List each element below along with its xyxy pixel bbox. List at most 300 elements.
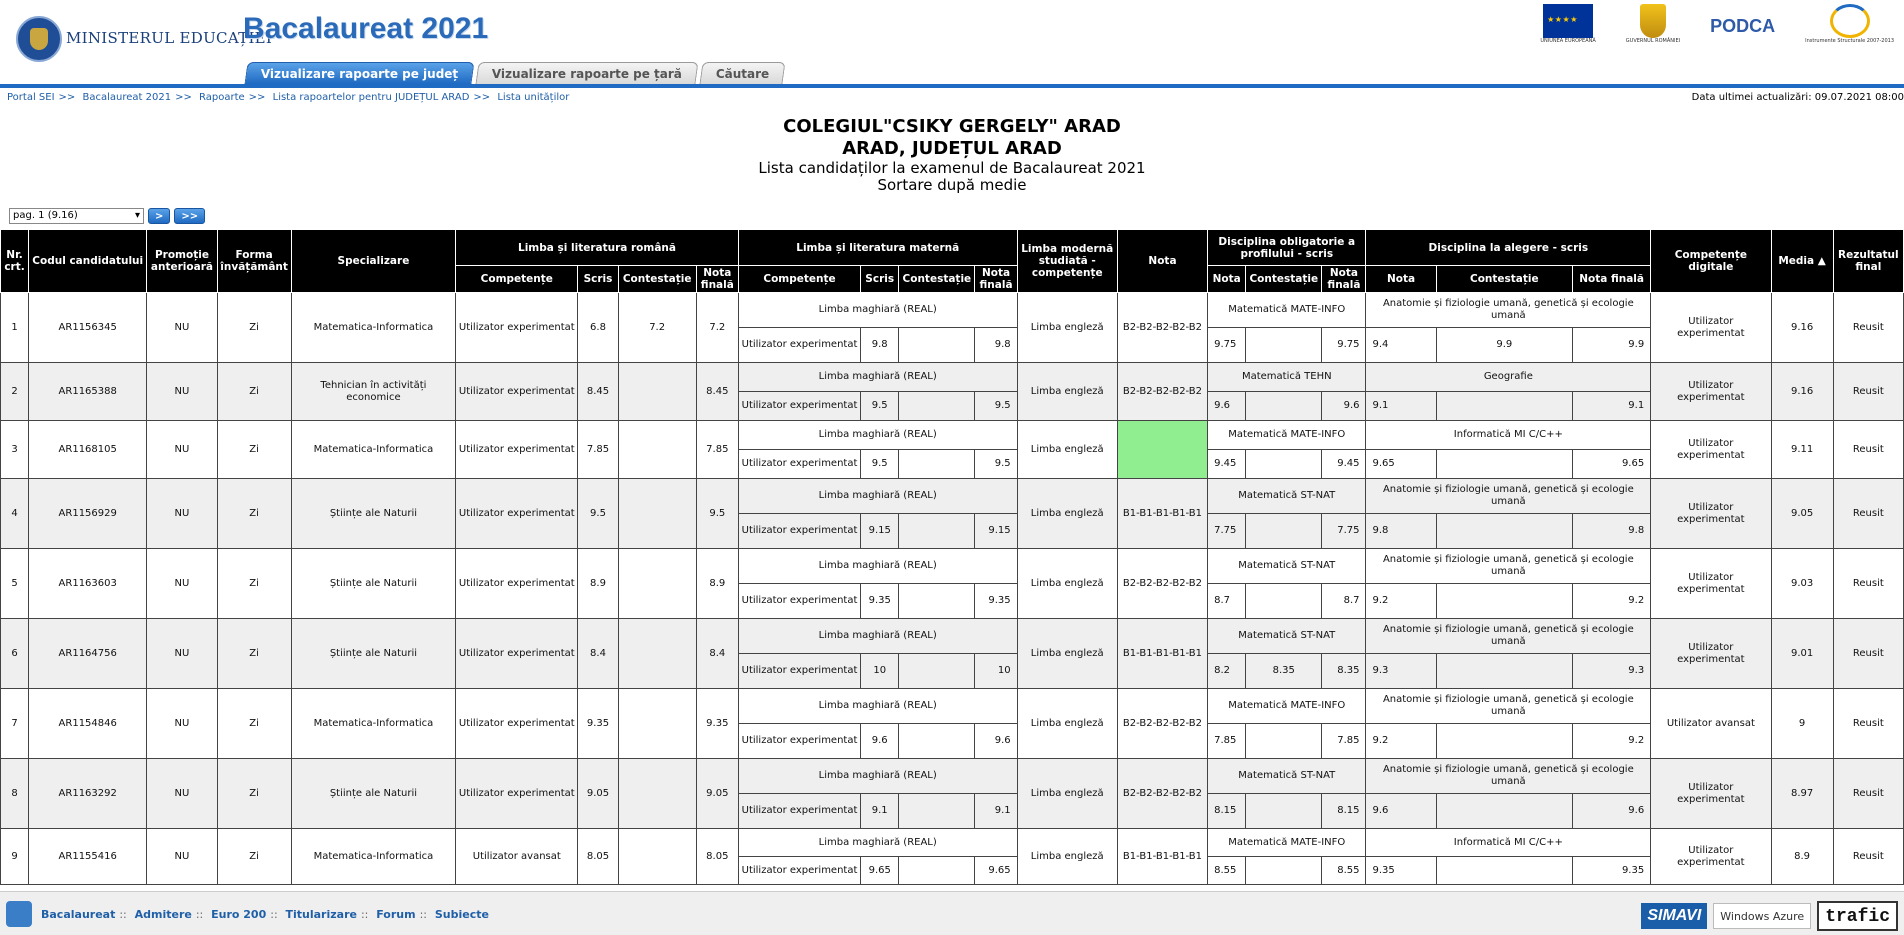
tab-country-reports[interactable]: Vizualizare rapoarte pe țară	[476, 62, 699, 84]
cell-mat-scris: 10	[861, 654, 899, 689]
cell-nr: 1	[1, 293, 29, 363]
cell-mat-scris: 9.5	[861, 392, 899, 421]
cell-promo: NU	[147, 619, 217, 689]
structural-instruments-logo: Instrumente Structurale 2007-2013	[1805, 4, 1894, 44]
table-row	[1, 619, 1904, 654]
cell-mat-final: 9.8	[975, 328, 1017, 363]
cell-ro-final: 8.45	[696, 363, 738, 421]
cell-ro-final: 8.9	[696, 549, 738, 619]
cell-nota: B2-B2-B2-B2-B2	[1117, 689, 1207, 759]
cell-ob-cont: 8.35	[1246, 654, 1322, 689]
cell-nota: B1-B1-B1-B1-B1	[1117, 619, 1207, 689]
cell-ob-cont	[1246, 514, 1322, 549]
cell-ob-discipline: Matematică ST-NAT	[1208, 619, 1366, 654]
cell-mat-comp: Utilizator experimentat	[738, 450, 860, 479]
cell-al-final: 9.8	[1573, 514, 1651, 549]
cell-al-discipline: Anatomie și fiziologie umană, genetică și ecologie umană	[1366, 479, 1651, 514]
cell-al-nota: 9.4	[1366, 328, 1436, 363]
header-rezultat: Rezultatul final	[1833, 230, 1903, 293]
cell-ob-cont	[1246, 392, 1322, 421]
cell-mat-comp: Utilizator experimentat	[738, 328, 860, 363]
cell-mat-discipline: Limba maghiară (REAL)	[738, 549, 1017, 584]
cell-digitale: Utilizator avansat	[1651, 689, 1771, 759]
cell-al-cont	[1436, 584, 1572, 619]
cell-code: AR1165388	[29, 363, 147, 421]
cell-digitale: Utilizator experimentat	[1651, 293, 1771, 363]
cell-rezultat: Reusit	[1833, 689, 1903, 759]
header-ob-contestatie: Contestație	[1246, 266, 1322, 293]
cell-al-nota: 9.2	[1366, 724, 1436, 759]
cell-mat-cont	[899, 584, 975, 619]
cell-mat-scris: 9.15	[861, 514, 899, 549]
cell-code: AR1164756	[29, 619, 147, 689]
cell-mat-comp: Utilizator experimentat	[738, 392, 860, 421]
cell-code: AR1163292	[29, 759, 147, 829]
cell-ro-comp: Utilizator experimentat	[456, 363, 578, 421]
cell-mat-scris: 9.6	[861, 724, 899, 759]
table-row	[1, 549, 1904, 584]
cell-ro-final: 8.4	[696, 619, 738, 689]
eu-flag-icon	[1543, 4, 1593, 38]
header-al-nota: Nota	[1366, 266, 1436, 293]
breadcrumb-link-county-reports[interactable]: Lista rapoartelor pentru JUDEȚUL ARAD	[272, 92, 470, 103]
cell-mat-comp: Utilizator experimentat	[738, 584, 860, 619]
cell-ob-discipline: Matematică TEHN	[1208, 363, 1366, 392]
cell-nota	[1117, 421, 1207, 479]
table-row	[1, 293, 1904, 328]
header-ro-competente: Competențe	[456, 266, 578, 293]
cell-nr: 2	[1, 363, 29, 421]
trafic-logo: trafic	[1817, 901, 1898, 931]
cell-mat-discipline: Limba maghiară (REAL)	[738, 619, 1017, 654]
eu-logo: ★ ★ ★ ★ UNIUNEA EUROPEANĂ	[1540, 4, 1595, 44]
header-ob-nota-finala: Nota finală	[1322, 266, 1366, 293]
cell-ro-cont	[618, 759, 696, 829]
cell-mat-cont	[899, 724, 975, 759]
ministry-name: MINISTERUL EDUCAȚIEI	[66, 29, 273, 47]
cell-nota: B2-B2-B2-B2-B2	[1117, 759, 1207, 829]
cell-promo: NU	[147, 421, 217, 479]
cell-al-final: 9.9	[1573, 328, 1651, 363]
cell-spec: Matematica-Informatica	[291, 829, 455, 885]
tab-search[interactable]: Căutare	[700, 62, 786, 84]
cell-ro-scris: 8.4	[578, 619, 618, 689]
sort-title: Sortare după medie	[877, 176, 1027, 194]
cell-ob-discipline: Matematică MATE-INFO	[1208, 689, 1366, 724]
footer-link-euro200[interactable]: Euro 200	[211, 908, 267, 921]
cell-digitale: Utilizator experimentat	[1651, 759, 1771, 829]
last-page-button[interactable]: >>	[174, 208, 205, 224]
header-media-sort[interactable]: Media ▲	[1771, 230, 1833, 293]
cell-al-nota: 9.1	[1366, 392, 1436, 421]
cell-al-discipline: Anatomie și fiziologie umană, genetică și ecologie umană	[1366, 619, 1651, 654]
cell-al-cont: 9.9	[1436, 328, 1572, 363]
candidates-table-wrapper	[0, 229, 1904, 891]
cell-al-cont	[1436, 794, 1572, 829]
cell-ob-cont	[1246, 724, 1322, 759]
azure-logo: Windows Azure	[1713, 903, 1811, 929]
header-ro-scris: Scris	[578, 266, 618, 293]
cell-mat-scris: 9.1	[861, 794, 899, 829]
tab-county-reports[interactable]: Vizualizare rapoarte pe județ	[244, 62, 474, 84]
cell-forma: Zi	[217, 421, 291, 479]
cell-ro-cont: 7.2	[618, 293, 696, 363]
header-al-nota-finala: Nota finală	[1573, 266, 1651, 293]
cell-al-cont	[1436, 450, 1572, 479]
header-spec: Specializare	[291, 230, 455, 293]
cell-ro-scris: 8.45	[578, 363, 618, 421]
header-moderna: Limba modernă studiată - competențe	[1017, 230, 1117, 293]
sort-asc-icon: ▲	[1817, 255, 1826, 267]
cell-media: 9	[1771, 689, 1833, 759]
cell-al-discipline: Anatomie și fiziologie umană, genetică și ecologie umană	[1366, 549, 1651, 584]
cell-digitale: Utilizator experimentat	[1651, 549, 1771, 619]
portal-icon	[6, 901, 32, 927]
cell-ob-cont	[1246, 328, 1322, 363]
cell-ro-comp: Utilizator experimentat	[456, 619, 578, 689]
cell-moderna: Limba engleză	[1017, 479, 1117, 549]
cell-al-final: 9.35	[1573, 857, 1651, 885]
cell-promo: NU	[147, 479, 217, 549]
cell-al-final: 9.6	[1573, 794, 1651, 829]
cell-digitale: Utilizator experimentat	[1651, 619, 1771, 689]
cell-ob-discipline: Matematică ST-NAT	[1208, 549, 1366, 584]
breadcrumb-row	[0, 90, 1904, 104]
list-title: Lista candidaților la examenul de Bacalaureat 2021	[758, 159, 1146, 177]
cell-moderna: Limba engleză	[1017, 421, 1117, 479]
header-digitale: Competențe digitale	[1651, 230, 1771, 293]
cell-media: 9.03	[1771, 549, 1833, 619]
cell-code: AR1163603	[29, 549, 147, 619]
cell-al-nota: 9.6	[1366, 794, 1436, 829]
cell-ro-final: 9.05	[696, 759, 738, 829]
cell-promo: NU	[147, 759, 217, 829]
cell-forma: Zi	[217, 549, 291, 619]
pager	[9, 208, 205, 224]
cell-ob-discipline: Matematică MATE-INFO	[1208, 293, 1366, 328]
cell-al-discipline: Anatomie și fiziologie umană, genetică și ecologie umană	[1366, 293, 1651, 328]
cell-code: AR1168105	[29, 421, 147, 479]
table-row	[1, 479, 1904, 514]
cell-mat-cont	[899, 857, 975, 885]
cell-code: AR1156345	[29, 293, 147, 363]
cell-mat-final: 9.15	[975, 514, 1017, 549]
cell-mat-cont	[899, 450, 975, 479]
cell-forma: Zi	[217, 479, 291, 549]
cell-spec: Tehnician în activități economice	[291, 363, 455, 421]
breadcrumb-link-portal[interactable]: Portal SEI	[7, 92, 55, 103]
last-update-text: Data ultimei actualizări: 09.07.2021 08:00	[1691, 92, 1904, 103]
breadcrumb-link-reports[interactable]: Rapoarte	[199, 92, 245, 103]
header-alegere: Disciplina la alegere - scris	[1366, 230, 1651, 266]
cell-ob-discipline: Matematică MATE-INFO	[1208, 421, 1366, 450]
cell-ob-nota: 9.6	[1208, 392, 1246, 421]
cell-nota: B2-B2-B2-B2-B2	[1117, 363, 1207, 421]
romania-crest-icon	[1640, 4, 1666, 38]
cell-code: AR1156929	[29, 479, 147, 549]
county-name: ARAD, JUDEȚUL ARAD	[842, 138, 1062, 159]
ministry-crest-icon	[16, 16, 62, 62]
cell-code: AR1155416	[29, 829, 147, 885]
cell-media: 8.97	[1771, 759, 1833, 829]
header-nota: Nota	[1117, 230, 1207, 293]
cell-media: 8.9	[1771, 829, 1833, 885]
cell-mat-final: 9.35	[975, 584, 1017, 619]
cell-rezultat: Reusit	[1833, 829, 1903, 885]
cell-ro-scris: 8.05	[578, 829, 618, 885]
cell-spec: Științe ale Naturii	[291, 479, 455, 549]
header-mat-nota-finala: Nota finală	[975, 266, 1017, 293]
cell-al-final: 9.65	[1573, 450, 1651, 479]
cell-media: 9.16	[1771, 293, 1833, 363]
cell-nr: 5	[1, 549, 29, 619]
footer-links: Bacalaureat :: Admitere :: Euro 200 :: Titularizare :: Forum :: Subiecte	[41, 908, 489, 921]
cell-moderna: Limba engleză	[1017, 363, 1117, 421]
header-code: Codul candidatului	[29, 230, 147, 293]
cell-ro-scris: 8.9	[578, 549, 618, 619]
cell-mat-cont	[899, 654, 975, 689]
cell-mat-final: 9.1	[975, 794, 1017, 829]
cell-ro-cont	[618, 479, 696, 549]
cell-moderna: Limba engleză	[1017, 619, 1117, 689]
cell-ro-final: 9.35	[696, 689, 738, 759]
header-romana: Limba și literatura română	[456, 230, 739, 266]
header-mat-scris: Scris	[861, 266, 899, 293]
cell-ro-final: 7.85	[696, 421, 738, 479]
cell-moderna: Limba engleză	[1017, 829, 1117, 885]
header-promo: Promoție anterioară	[147, 230, 217, 293]
cell-ro-cont	[618, 363, 696, 421]
cell-digitale: Utilizator experimentat	[1651, 421, 1771, 479]
tab-bar	[246, 62, 785, 84]
cell-digitale: Utilizator experimentat	[1651, 363, 1771, 421]
podca-logo: PODCA	[1710, 16, 1776, 36]
cell-mat-scris: 9.8	[861, 328, 899, 363]
cell-nota: B1-B1-B1-B1-B1	[1117, 829, 1207, 885]
cell-nota: B1-B1-B1-B1-B1	[1117, 479, 1207, 549]
cell-forma: Zi	[217, 689, 291, 759]
cell-moderna: Limba engleză	[1017, 549, 1117, 619]
cell-promo: NU	[147, 549, 217, 619]
cell-promo: NU	[147, 293, 217, 363]
cell-rezultat: Reusit	[1833, 759, 1903, 829]
cell-al-discipline: Informatică MI C/C++	[1366, 829, 1651, 857]
cell-al-cont	[1436, 654, 1572, 689]
table-row	[1, 759, 1904, 794]
cell-al-nota: 9.2	[1366, 584, 1436, 619]
school-name: COLEGIUL"CSIKY GERGELY" ARAD	[783, 116, 1121, 137]
cell-rezultat: Reusit	[1833, 363, 1903, 421]
cell-rezultat: Reusit	[1833, 293, 1903, 363]
cell-ob-final: 8.15	[1322, 794, 1366, 829]
cell-digitale: Utilizator experimentat	[1651, 829, 1771, 885]
cell-ro-scris: 9.5	[578, 479, 618, 549]
header-ro-nota-finala: Nota finală	[696, 266, 738, 293]
cell-ro-final: 9.5	[696, 479, 738, 549]
cell-al-cont	[1436, 857, 1572, 885]
cell-ro-final: 8.05	[696, 829, 738, 885]
header-forma: Forma învățământ	[217, 230, 291, 293]
cell-ob-discipline: Matematică ST-NAT	[1208, 759, 1366, 794]
cell-nota: B2-B2-B2-B2-B2	[1117, 549, 1207, 619]
cell-spec: Matematica-Informatica	[291, 293, 455, 363]
cell-promo: NU	[147, 363, 217, 421]
cell-ob-cont	[1246, 450, 1322, 479]
cell-al-discipline: Informatică MI C/C++	[1366, 421, 1651, 450]
cell-al-nota: 9.3	[1366, 654, 1436, 689]
app-title: Bacalaureat 2021	[243, 12, 489, 45]
cell-ro-comp: Utilizator experimentat	[456, 293, 578, 363]
footer-link-admitere[interactable]: Admitere	[134, 908, 192, 921]
cell-mat-discipline: Limba maghiară (REAL)	[738, 293, 1017, 328]
cell-ro-cont	[618, 829, 696, 885]
cell-mat-cont	[899, 392, 975, 421]
cell-ob-final: 9.45	[1322, 450, 1366, 479]
cell-ro-comp: Utilizator experimentat	[456, 479, 578, 549]
cell-ob-final: 7.85	[1322, 724, 1366, 759]
cell-al-cont	[1436, 514, 1572, 549]
header-al-contestatie: Contestație	[1436, 266, 1572, 293]
cell-nr: 3	[1, 421, 29, 479]
cell-ob-nota: 8.7	[1208, 584, 1246, 619]
simavi-logo: SIMAVI	[1641, 903, 1707, 929]
cell-al-discipline: Geografie	[1366, 363, 1651, 392]
cell-mat-discipline: Limba maghiară (REAL)	[738, 479, 1017, 514]
cell-ob-nota: 7.75	[1208, 514, 1246, 549]
table-row	[1, 363, 1904, 392]
cell-al-final: 9.1	[1573, 392, 1651, 421]
cell-ob-final: 9.6	[1322, 392, 1366, 421]
cell-al-final: 9.3	[1573, 654, 1651, 689]
cell-nr: 7	[1, 689, 29, 759]
table-row	[1, 689, 1904, 724]
cell-rezultat: Reusit	[1833, 619, 1903, 689]
cell-promo: NU	[147, 689, 217, 759]
cell-ro-scris: 9.05	[578, 759, 618, 829]
cell-moderna: Limba engleză	[1017, 293, 1117, 363]
footer-link-subiecte[interactable]: Subiecte	[434, 908, 489, 921]
footer-link-forum[interactable]: Forum	[376, 908, 416, 921]
cell-forma: Zi	[217, 293, 291, 363]
structural-instruments-icon	[1830, 4, 1870, 38]
cell-moderna: Limba engleză	[1017, 689, 1117, 759]
cell-forma: Zi	[217, 829, 291, 885]
cell-rezultat: Reusit	[1833, 421, 1903, 479]
cell-al-nota: 9.35	[1366, 857, 1436, 885]
table-body	[1, 293, 1904, 885]
table-row	[1, 421, 1904, 450]
cell-mat-scris: 9.35	[861, 584, 899, 619]
cell-ro-scris: 7.85	[578, 421, 618, 479]
cell-ob-final: 8.7	[1322, 584, 1366, 619]
cell-ro-scris: 6.8	[578, 293, 618, 363]
cell-spec: Științe ale Naturii	[291, 549, 455, 619]
cell-code: AR1154846	[29, 689, 147, 759]
cell-ob-discipline: Matematică ST-NAT	[1208, 479, 1366, 514]
cell-ro-comp: Utilizator experimentat	[456, 421, 578, 479]
cell-al-discipline: Anatomie și fiziologie umană, genetică și ecologie umană	[1366, 759, 1651, 794]
cell-nr: 6	[1, 619, 29, 689]
cell-ob-nota: 9.75	[1208, 328, 1246, 363]
cell-ob-nota: 9.45	[1208, 450, 1246, 479]
header-obligatorie: Disciplina obligatorie a profilului - scris	[1208, 230, 1366, 266]
cell-rezultat: Reusit	[1833, 549, 1903, 619]
cell-nr: 8	[1, 759, 29, 829]
cell-mat-final: 10	[975, 654, 1017, 689]
cell-forma: Zi	[217, 363, 291, 421]
cell-mat-comp: Utilizator experimentat	[738, 857, 860, 885]
cell-ro-cont	[618, 549, 696, 619]
cell-mat-cont	[899, 514, 975, 549]
cell-al-cont	[1436, 724, 1572, 759]
cell-media: 9.11	[1771, 421, 1833, 479]
cell-ob-cont	[1246, 857, 1322, 885]
cell-ob-nota: 8.2	[1208, 654, 1246, 689]
cell-ob-cont	[1246, 584, 1322, 619]
cell-promo: NU	[147, 829, 217, 885]
site-footer	[0, 891, 1904, 935]
cell-ro-cont	[618, 689, 696, 759]
header-ob-nota: Nota	[1208, 266, 1246, 293]
table-row	[1, 829, 1904, 857]
cell-spec: Științe ale Naturii	[291, 619, 455, 689]
cell-mat-discipline: Limba maghiară (REAL)	[738, 363, 1017, 392]
footer-link-bacalaureat[interactable]: Bacalaureat	[41, 908, 116, 921]
cell-moderna: Limba engleză	[1017, 759, 1117, 829]
cell-ob-final: 8.35	[1322, 654, 1366, 689]
cell-mat-discipline: Limba maghiară (REAL)	[738, 689, 1017, 724]
cell-digitale: Utilizator experimentat	[1651, 479, 1771, 549]
cell-ro-scris: 9.35	[578, 689, 618, 759]
header-mat-contestatie: Contestație	[899, 266, 975, 293]
cell-ob-final: 7.75	[1322, 514, 1366, 549]
cell-mat-scris: 9.65	[861, 857, 899, 885]
site-header	[0, 0, 1904, 84]
cell-spec: Științe ale Naturii	[291, 759, 455, 829]
footer-link-titularizare[interactable]: Titularizare	[285, 908, 357, 921]
cell-ro-comp: Utilizator experimentat	[456, 689, 578, 759]
cell-mat-comp: Utilizator experimentat	[738, 654, 860, 689]
cell-mat-comp: Utilizator experimentat	[738, 514, 860, 549]
header-mat-competente: Competențe	[738, 266, 860, 293]
breadcrumb-link-units[interactable]: Lista unităților	[497, 92, 570, 103]
header-materna: Limba și literatura maternă	[738, 230, 1017, 266]
next-page-button[interactable]: >	[148, 208, 170, 224]
cell-al-discipline: Anatomie și fiziologie umană, genetică și ecologie umană	[1366, 689, 1651, 724]
cell-ob-nota: 7.85	[1208, 724, 1246, 759]
cell-mat-scris: 9.5	[861, 450, 899, 479]
report-titles	[0, 116, 1904, 194]
cell-ro-cont	[618, 619, 696, 689]
cell-forma: Zi	[217, 619, 291, 689]
candidates-table	[0, 229, 1904, 885]
cell-mat-discipline: Limba maghiară (REAL)	[738, 759, 1017, 794]
cell-ro-comp: Utilizator experimentat	[456, 549, 578, 619]
page-select[interactable]: pag. 1 (9.16) ▾	[9, 208, 144, 224]
cell-al-final: 9.2	[1573, 584, 1651, 619]
cell-mat-cont	[899, 794, 975, 829]
header-nr: Nr. crt.	[1, 230, 29, 293]
cell-media: 9.16	[1771, 363, 1833, 421]
cell-ro-final: 7.2	[696, 293, 738, 363]
cell-nota: B2-B2-B2-B2-B2	[1117, 293, 1207, 363]
cell-ob-discipline: Matematică MATE-INFO	[1208, 829, 1366, 857]
cell-spec: Matematica-Informatica	[291, 421, 455, 479]
breadcrumb: Portal SEI >> Bacalaureat 2021 >> Rapoarte >> Lista rapoartelor pentru JUDEȚUL ARAD >> Lista unităților	[7, 92, 570, 103]
cell-mat-comp: Utilizator experimentat	[738, 724, 860, 759]
header-divider	[0, 84, 1904, 88]
breadcrumb-link-bac[interactable]: Bacalaureat 2021	[82, 92, 172, 103]
